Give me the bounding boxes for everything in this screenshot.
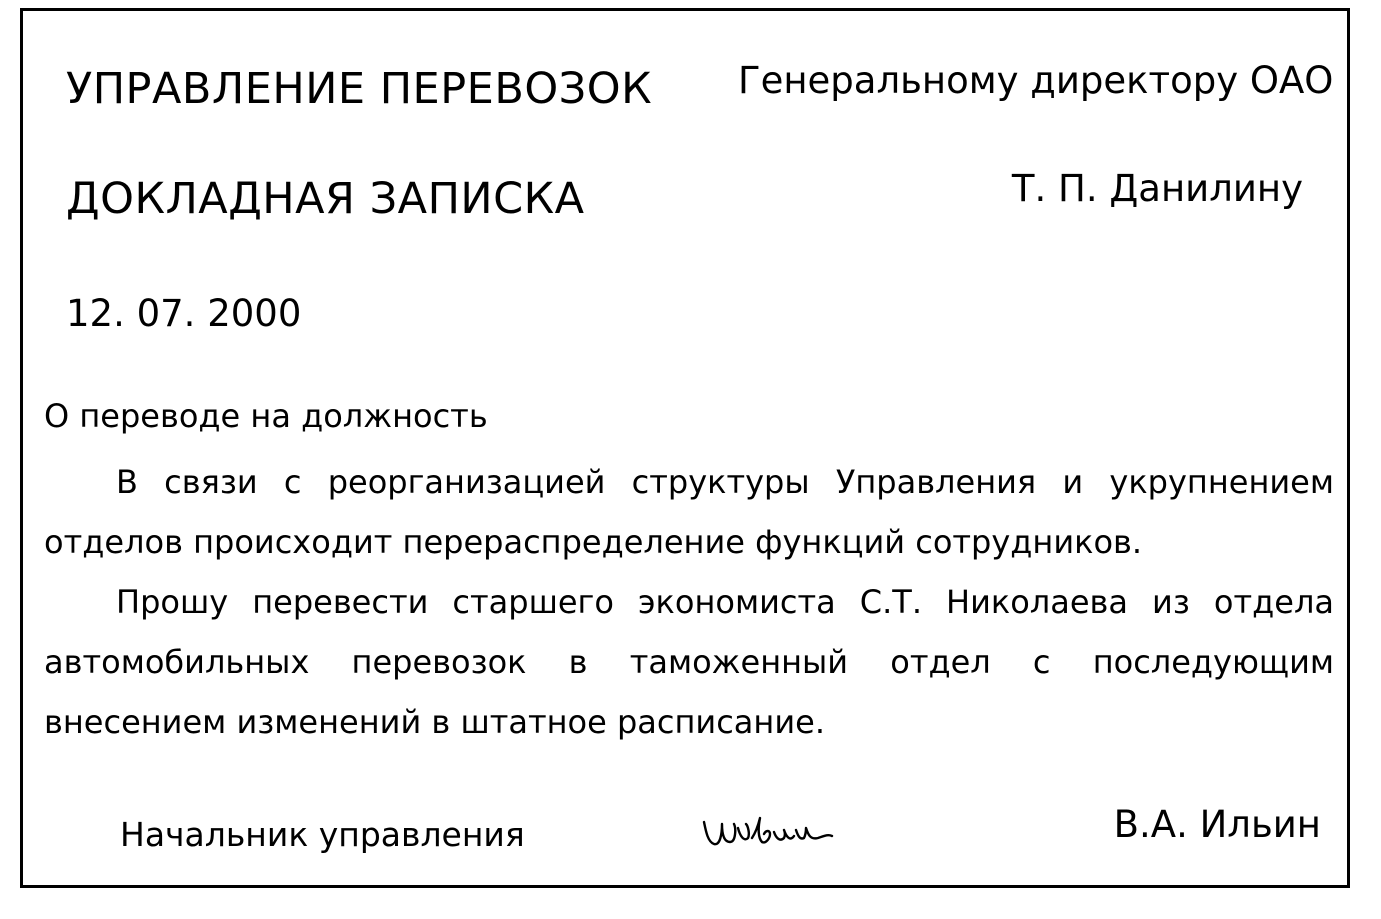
signer-position: Начальник управления xyxy=(120,815,525,854)
document-subject: О переводе на должность xyxy=(44,397,488,435)
handwritten-signature xyxy=(700,808,840,854)
document-body xyxy=(44,452,1334,752)
document-date: 12. 07. 2000 xyxy=(66,292,302,335)
addressee-name: Т. П. Данилину xyxy=(1011,167,1303,210)
document-type: ДОКЛАДНАЯ ЗАПИСКА xyxy=(66,174,585,224)
body-paragraph: В связи с реорганизацией структуры Управления и укрупнением отделов происходит перераспределение функций сотрудников. xyxy=(44,463,1334,561)
addressee-title: Генеральному директору ОАО xyxy=(738,59,1334,102)
document-border xyxy=(20,8,1350,888)
signer-name: В.А. Ильин xyxy=(1113,803,1321,846)
body-paragraph: Прошу перевести старшего экономиста С.Т. Николаева из отдела автомобильных перевозок в таможенный отдел с последующим внесением изменений в штатное расписание. xyxy=(44,583,1334,741)
organization-name: УПРАВЛЕНИЕ ПЕРЕВОЗОК xyxy=(66,64,653,114)
